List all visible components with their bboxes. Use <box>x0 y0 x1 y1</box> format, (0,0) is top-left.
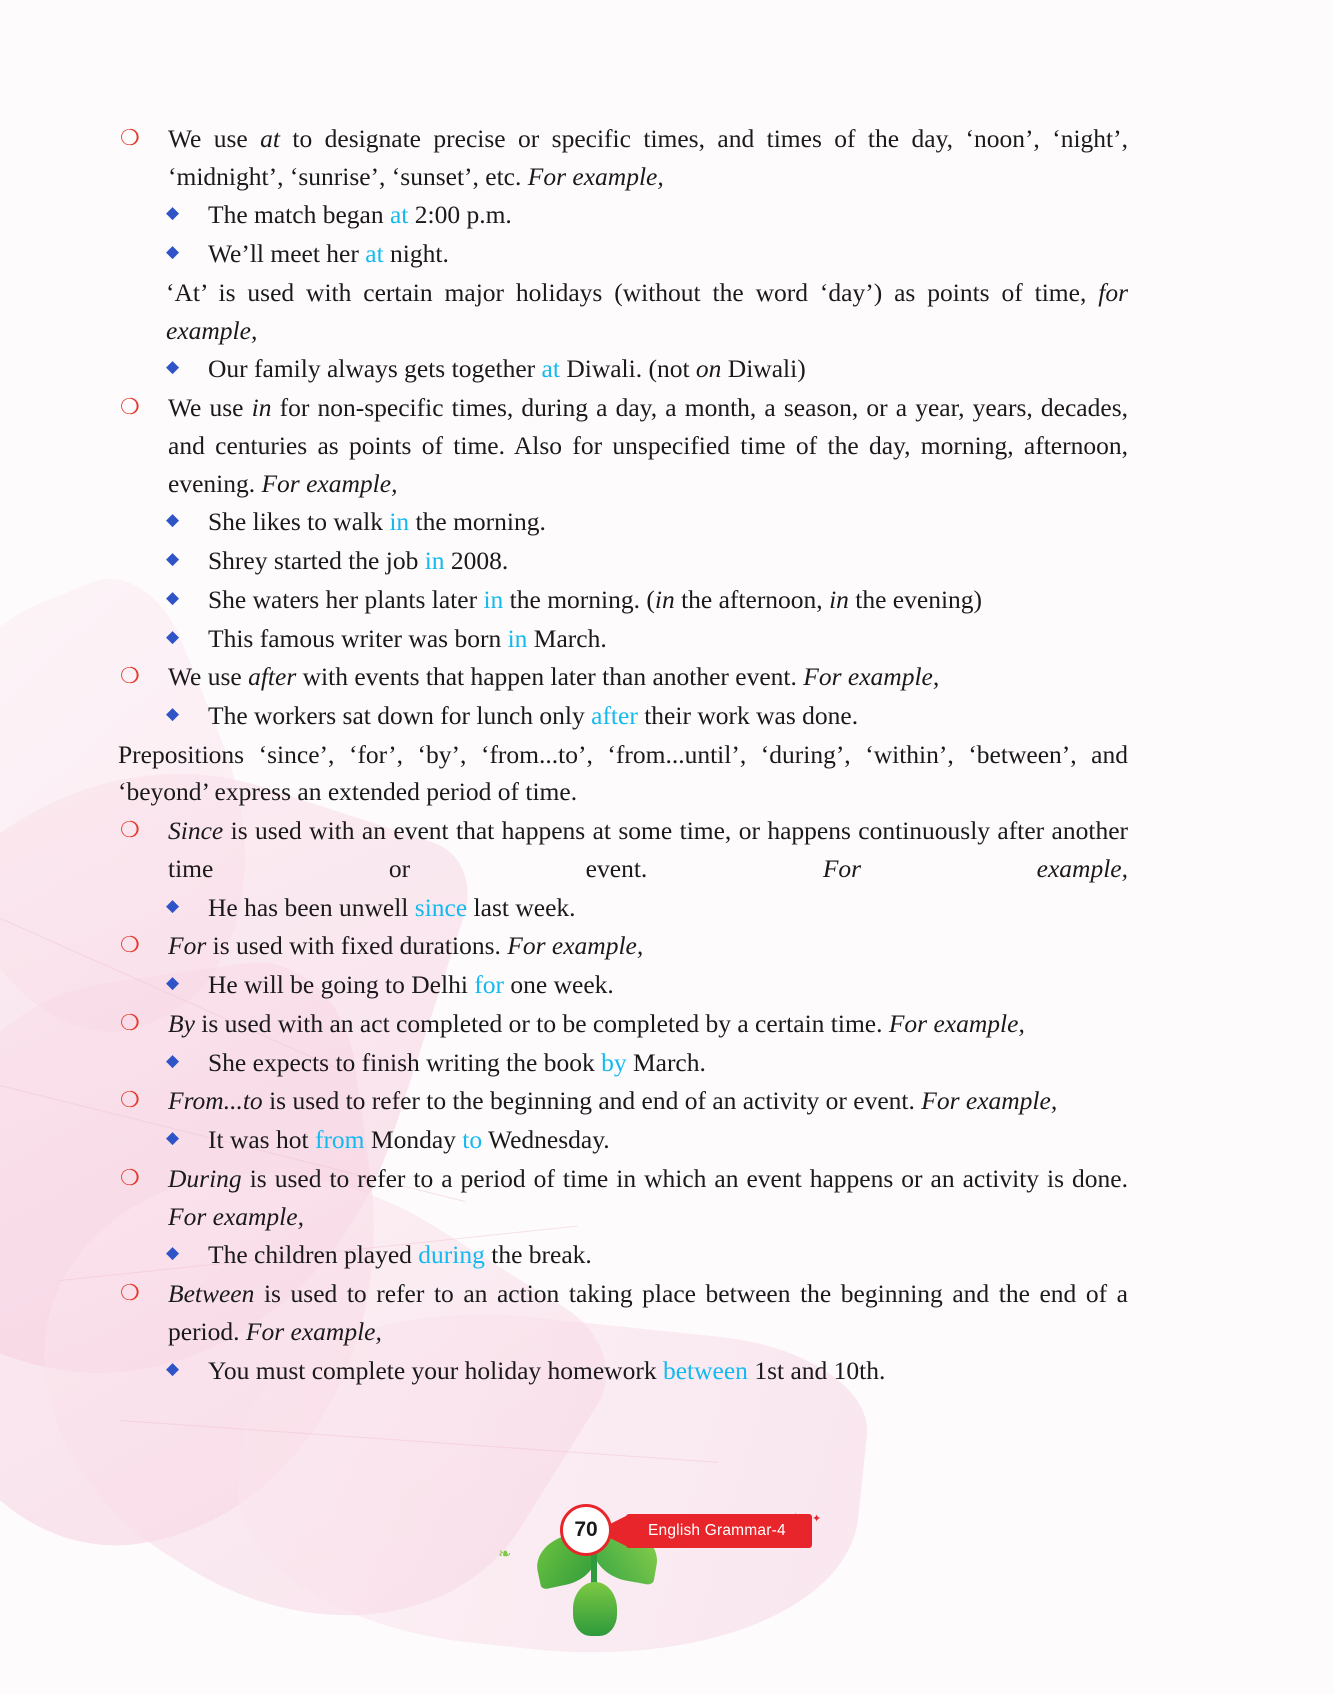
example-item <box>118 697 1128 735</box>
example-item <box>118 1236 1128 1274</box>
text-fragment: March. <box>626 1047 706 1077</box>
text-fragment: You must complete your holiday homework <box>208 1355 663 1385</box>
keyword-italic: By <box>168 1008 195 1038</box>
list-item <box>118 1005 1128 1043</box>
highlighted-preposition: in <box>424 546 445 576</box>
example-text <box>208 542 1128 580</box>
example-text <box>208 196 1128 234</box>
rule-text <box>168 927 1128 965</box>
for-example-italic: For example, <box>527 161 664 191</box>
example-item <box>118 889 1128 927</box>
text-fragment: It was hot <box>208 1125 315 1155</box>
bullet-diamond-icon: ◆ <box>166 704 180 724</box>
text-fragment: the break. <box>484 1240 592 1270</box>
text-fragment: We use <box>168 662 249 692</box>
text-fragment: 2:00 p.m. <box>408 200 512 230</box>
bullet-diamond-icon: ◆ <box>166 242 180 262</box>
text-fragment: night. <box>383 239 449 269</box>
keyword-italic: Between <box>168 1279 255 1309</box>
keyword-italic: in <box>829 584 849 614</box>
example-text <box>208 966 1128 1004</box>
example-item <box>118 966 1128 1004</box>
example-text <box>208 1352 1128 1390</box>
keyword-italic: From...to <box>168 1086 263 1116</box>
for-example-italic: For example, <box>921 1086 1058 1116</box>
list-item <box>118 389 1128 502</box>
example-item <box>118 620 1128 658</box>
leaf-icon <box>573 1582 617 1636</box>
text-fragment: is used to refer to the beginning and end of an activity or event. <box>262 1086 922 1116</box>
example-item <box>118 503 1128 541</box>
list-item <box>118 1082 1128 1120</box>
example-item <box>118 196 1128 234</box>
example-item <box>118 542 1128 580</box>
example-text <box>208 350 1128 388</box>
text-fragment: is used with fixed durations. <box>206 931 508 961</box>
bullet-circle-icon: ❍ <box>120 125 140 150</box>
sparkle-icon: ✦ <box>790 1510 801 1525</box>
keyword-italic: in <box>654 584 675 614</box>
text-fragment: She likes to walk <box>208 507 390 537</box>
text-fragment: Wednesday. <box>482 1125 610 1155</box>
highlighted-preposition: by <box>601 1047 627 1077</box>
text-fragment: 1st and 10th. <box>747 1355 886 1385</box>
highlighted-preposition: during <box>418 1240 485 1270</box>
for-example-italic: For example, <box>261 468 398 498</box>
text-fragment: We use <box>168 124 261 153</box>
rule-text <box>168 389 1128 502</box>
text-fragment: for non-specific times, during a day, a month, a season, or a year, years, decades, and centuries as points of time. Also for unspecified time of the day, morning, afternoon, evening. <box>168 393 1128 498</box>
list-item <box>118 1275 1128 1350</box>
example-text <box>208 235 1128 273</box>
highlighted-preposition: in <box>483 584 504 614</box>
rule-text <box>168 658 1128 696</box>
text-fragment: Diwali. (not <box>559 354 696 384</box>
section-intro-paragraph: Prepositions ‘since’, ‘for’, ‘by’, ‘from...to’, ‘from...until’, ‘during’, ‘within’, ‘between’, and ‘beyond’ express an extended period of time. <box>118 739 1128 807</box>
bullet-diamond-icon: ◆ <box>166 357 180 377</box>
text-fragment: their work was done. <box>637 701 859 731</box>
bullet-circle-icon: ❍ <box>120 1009 140 1035</box>
text-fragment: Our family always gets together <box>208 354 542 384</box>
list-item <box>118 812 1128 887</box>
example-item <box>118 235 1128 273</box>
highlighted-preposition: since <box>414 892 468 922</box>
sparkle-icon: ✦ <box>800 1522 809 1533</box>
rule-text <box>168 812 1128 887</box>
keyword-italic: in <box>251 393 272 423</box>
example-item <box>118 1044 1128 1082</box>
text-fragment: She expects to finish writing the book <box>208 1047 602 1077</box>
example-item <box>118 350 1128 388</box>
highlighted-preposition: for <box>474 970 505 1000</box>
keyword-italic: For <box>168 931 207 961</box>
text-fragment: with events that happen later than another event. <box>296 662 804 692</box>
text-fragment: He will be going to Delhi <box>208 970 475 1000</box>
bullet-diamond-icon: ◆ <box>166 626 180 646</box>
example-text <box>208 1236 1128 1274</box>
keyword-italic: on <box>695 354 722 384</box>
text-fragment: to designate precise or specific times, and times of the day, ‘noon’, ‘night’, ‘midnight’, ‘sunrise’, ‘sunset’, etc. <box>168 124 1128 191</box>
list-item <box>118 927 1128 965</box>
rule-text <box>168 1275 1128 1350</box>
bullet-diamond-icon: ◆ <box>166 1050 180 1070</box>
example-text <box>208 697 1128 735</box>
text-fragment: We’ll meet her <box>208 239 366 269</box>
text-fragment: The match began <box>208 200 390 230</box>
page-footer <box>0 1508 1334 1678</box>
keyword-italic: Since <box>168 816 224 846</box>
text-fragment: is used to refer to an action taking place between the beginning and the end of a period. <box>168 1279 1128 1346</box>
for-example-italic: For example, <box>888 1008 1025 1038</box>
text-fragment: is used with an event that happens at some time, or happens continuously after another time or event. <box>168 816 1128 883</box>
bullet-circle-icon: ❍ <box>120 1280 140 1306</box>
bullet-diamond-icon: ◆ <box>166 1358 180 1378</box>
text-fragment: last week. <box>467 892 576 922</box>
example-text <box>208 581 1128 619</box>
highlighted-preposition: after <box>591 701 638 731</box>
example-text <box>208 1121 1128 1159</box>
list-item <box>118 1160 1128 1235</box>
bullet-circle-icon: ❍ <box>120 1087 140 1113</box>
keyword-italic: During <box>168 1163 242 1193</box>
lesson-content <box>118 120 1128 1390</box>
bullet-diamond-icon: ◆ <box>166 1128 180 1148</box>
example-text <box>208 889 1128 927</box>
text-fragment: Shrey started the job <box>208 546 425 576</box>
list-item <box>118 658 1128 696</box>
highlighted-preposition: at <box>541 354 560 384</box>
text-fragment: Monday <box>364 1125 463 1155</box>
for-example-italic: For example, <box>168 1201 304 1231</box>
text-fragment: She waters her plants later <box>208 584 484 614</box>
bullet-diamond-icon: ◆ <box>166 510 180 530</box>
text-fragment: He has been unwell <box>208 892 415 922</box>
example-item <box>118 1121 1128 1159</box>
example-text <box>208 620 1128 658</box>
example-text <box>208 1044 1128 1082</box>
text-fragment: the afternoon, <box>674 584 830 614</box>
keyword-italic: after <box>248 662 297 692</box>
for-example-italic: For example, <box>245 1316 382 1346</box>
highlighted-preposition: at <box>389 200 409 230</box>
for-example-italic: For example, <box>822 853 1128 883</box>
highlighted-preposition: from <box>314 1125 365 1155</box>
example-item <box>118 581 1128 619</box>
highlighted-preposition: in <box>389 507 410 537</box>
text-fragment: The workers sat down for lunch only <box>208 701 592 731</box>
bullet-diamond-icon: ◆ <box>166 895 180 915</box>
footer-book-title: English Grammar-4 <box>626 1514 812 1548</box>
bullet-diamond-icon: ◆ <box>166 549 180 569</box>
highlighted-preposition: to <box>462 1125 483 1155</box>
text-fragment: We use <box>168 393 252 423</box>
for-example-italic: for example, <box>166 277 1128 345</box>
highlighted-preposition: in <box>507 623 528 653</box>
text-fragment: is used to refer to a period of time in which an event happens or an activity is done. <box>241 1163 1128 1193</box>
rule-text <box>168 120 1128 195</box>
highlighted-preposition: between <box>662 1355 748 1385</box>
rule-note <box>118 274 1128 349</box>
rule-text <box>168 1082 1128 1120</box>
keyword-italic: at <box>260 124 281 153</box>
for-example-italic: For example, <box>803 662 940 692</box>
bullet-circle-icon: ❍ <box>120 817 140 843</box>
example-item <box>118 1352 1128 1390</box>
text-fragment: the evening) <box>848 584 983 614</box>
for-example-italic: For example, <box>507 931 644 961</box>
text-fragment: is used with an act completed or to be completed by a certain time. <box>194 1008 889 1038</box>
text-fragment: one week. <box>504 970 614 1000</box>
text-fragment: The children played <box>208 1240 419 1270</box>
bullet-diamond-icon: ◆ <box>166 587 180 607</box>
bullet-diamond-icon: ◆ <box>166 1243 180 1263</box>
bullet-circle-icon: ❍ <box>120 663 140 689</box>
bullet-circle-icon: ❍ <box>120 394 140 420</box>
decorative-sprig-icon: ❧ <box>498 1546 512 1563</box>
highlighted-preposition: at <box>365 239 384 269</box>
text-fragment: March. <box>527 623 607 653</box>
text-fragment: This famous writer was born <box>208 623 508 653</box>
list-item <box>118 120 1128 195</box>
example-text <box>208 503 1128 541</box>
text-fragment: ‘At’ is used with certain major holidays (without the word ‘day’) as points of time, <box>166 277 1099 307</box>
bullet-diamond-icon: ◆ <box>166 973 180 993</box>
bullet-circle-icon: ❍ <box>120 1164 140 1190</box>
rule-text <box>168 1160 1128 1235</box>
text-fragment: 2008. <box>444 546 509 576</box>
page-number: 70 <box>560 1504 612 1556</box>
text-fragment: the morning. <box>409 507 546 537</box>
text-fragment: Diwali) <box>721 354 806 384</box>
bullet-circle-icon: ❍ <box>120 932 140 958</box>
sparkle-icon: ✦ <box>812 1513 822 1525</box>
text-fragment: the morning. ( <box>503 584 655 614</box>
rule-text <box>168 1005 1128 1043</box>
bullet-diamond-icon: ◆ <box>166 203 180 223</box>
